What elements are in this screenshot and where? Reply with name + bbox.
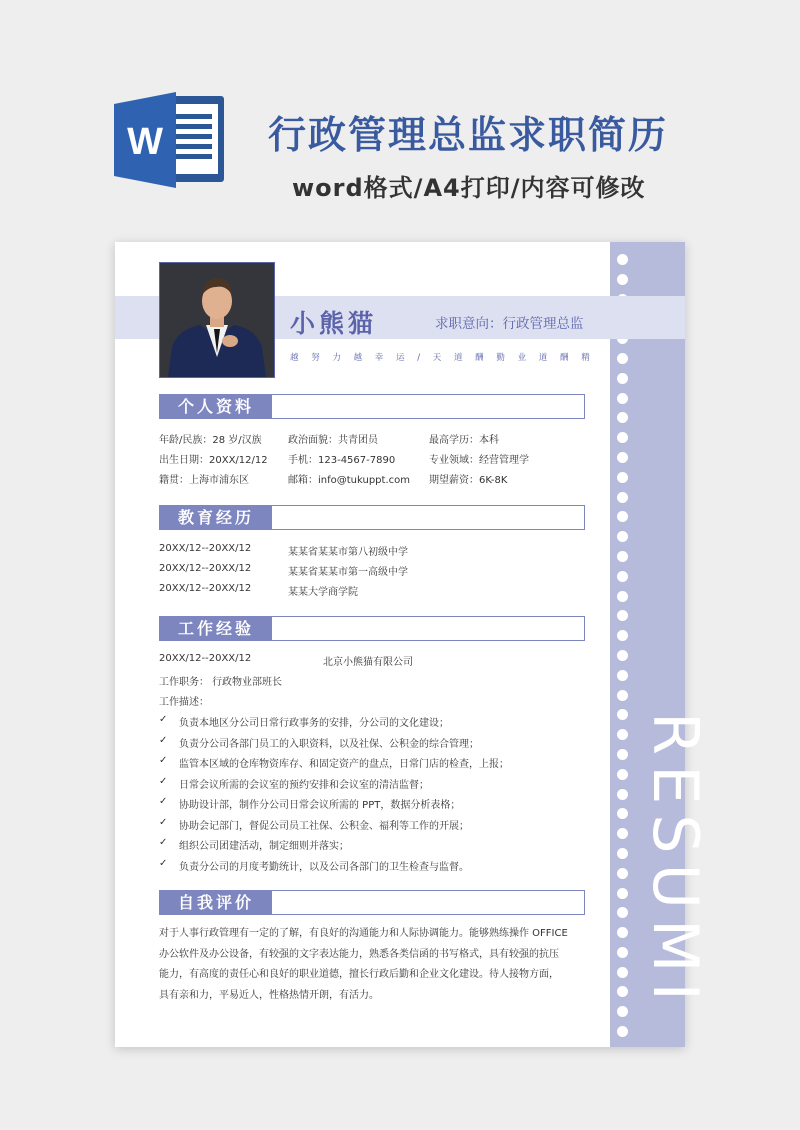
personal-field: 邮箱：info@tukuppt.com — [288, 475, 410, 486]
binding-hole — [617, 769, 628, 780]
motto: 越 努 力 越 幸 运 / 天 道 酬 勤 业 道 酬 精 — [290, 353, 595, 363]
binding-hole — [617, 511, 628, 522]
check-icon: ✓ — [159, 857, 168, 869]
binding-hole — [617, 749, 628, 760]
work-date: 20XX/12--20XX/12 — [159, 653, 252, 664]
work-desc-label: 工作描述： — [159, 697, 209, 708]
section-self-eval — [159, 890, 585, 915]
binding-hole — [617, 452, 628, 463]
binding-hole — [617, 888, 628, 899]
binding-hole — [617, 531, 628, 542]
binding-hole — [617, 373, 628, 384]
binding-hole — [617, 650, 628, 661]
binding-hole — [617, 472, 628, 483]
binding-hole — [617, 571, 628, 582]
binding-hole — [617, 1026, 628, 1037]
duty-item: 负责分公司各部门员工的入职资料，以及社保、公积金的综合管理； — [179, 738, 479, 750]
check-icon: ✓ — [159, 775, 168, 787]
section-education — [159, 505, 585, 530]
personal-field: 手机：123-4567-7890 — [288, 455, 396, 466]
edu-date: 20XX/12--20XX/12 — [159, 563, 252, 574]
duty-item: 监管本区域的仓库物资库存、和固定资产的盘点，日常门店的检查，上报； — [179, 759, 509, 770]
binding-hole — [617, 432, 628, 443]
binding-hole — [617, 789, 628, 800]
binding-hole — [617, 848, 628, 859]
binding-hole — [617, 492, 628, 503]
section-work — [159, 616, 585, 641]
job-intent: 求职意向：行政管理总监 — [435, 316, 584, 332]
duty-item: 组织公司团建活动，制定细则并落实； — [179, 841, 349, 852]
edu-date: 20XX/12--20XX/12 — [159, 543, 252, 554]
binding-hole — [617, 353, 628, 364]
binding-hole — [617, 412, 628, 423]
section-title: 教育经历 — [160, 506, 272, 529]
personal-field: 籍贯：上海市浦东区 — [159, 475, 249, 486]
page-subtitle: word格式/A4打印/内容可修改 — [292, 174, 646, 202]
binding-hole — [617, 729, 628, 740]
word-letter: W — [127, 121, 163, 163]
binding-hole — [617, 393, 628, 404]
binding-hole — [617, 551, 628, 562]
binding-hole — [617, 967, 628, 978]
binding-holes — [617, 254, 631, 1046]
binding-hole — [617, 947, 628, 958]
profile-photo — [159, 262, 275, 378]
work-company: 北京小熊猫有限公司 — [323, 657, 413, 668]
check-icon: ✓ — [159, 816, 168, 828]
binding-hole — [617, 808, 628, 819]
self-eval-line: 办公软件及办公设备，有较强的文字表达能力，熟悉各类信函的书写格式，具有较强的抗压 — [159, 948, 559, 960]
personal-field: 专业领域：经营管理学 — [429, 455, 529, 466]
binding-hole — [617, 274, 628, 285]
check-icon: ✓ — [159, 734, 168, 746]
check-icon: ✓ — [159, 755, 168, 766]
duty-item: 协助会记部门，督促公司员工社保、公积金、福利等工作的开展； — [179, 820, 469, 832]
binding-hole — [617, 868, 628, 879]
personal-field: 政治面貌：共青团员 — [288, 435, 378, 446]
check-icon: ✓ — [159, 837, 168, 848]
binding-hole — [617, 690, 628, 701]
section-personal — [159, 394, 585, 419]
binding-hole — [617, 610, 628, 621]
check-icon: ✓ — [159, 714, 168, 725]
self-eval-line: 具有亲和力，平易近人，性格热情开朗，有活力。 — [159, 989, 379, 1001]
self-eval-line: 对于人事行政管理有一定的了解，有良好的沟通能力和人际协调能力。能够熟练操作 OFFICE — [159, 928, 568, 939]
binding-hole — [617, 927, 628, 938]
binding-hole — [617, 986, 628, 997]
resume-page — [115, 242, 712, 1047]
check-icon: ✓ — [159, 796, 168, 807]
duty-item: 日常会议所需的会议室的预约安排和会议室的清洁监督； — [179, 779, 429, 791]
duty-item: 负责本地区分公司日常行政事务的安排，分公司的文化建设； — [179, 718, 449, 729]
resume-side-word: RESUMI — [639, 712, 712, 1011]
binding-hole — [617, 828, 628, 839]
binding-hole — [617, 907, 628, 918]
personal-field: 年龄/民族：28 岁/汉族 — [159, 435, 262, 446]
self-eval-paragraph — [159, 924, 589, 1006]
section-title: 个人资料 — [160, 395, 272, 418]
binding-hole — [617, 630, 628, 641]
personal-field: 最高学历：本科 — [429, 435, 499, 446]
candidate-name: 小熊猫 — [290, 309, 378, 338]
binding-hole — [617, 591, 628, 602]
word-document-icon — [110, 90, 230, 190]
work-position: 行政物业部班长 — [212, 677, 282, 688]
edu-school: 某某大学商学院 — [288, 587, 358, 598]
self-eval-line: 能力，有高度的责任心和良好的职业道德，擅长行政后勤和企业文化建设。待人接物方面， — [159, 969, 559, 980]
edu-school: 某某省某某市第八初级中学 — [288, 547, 408, 558]
section-title: 自我评价 — [160, 891, 272, 914]
personal-field: 期望薪资：6K-8K — [429, 475, 508, 486]
edu-school: 某某省某某市第一高级中学 — [288, 567, 408, 578]
binding-hole — [617, 709, 628, 720]
binding-hole — [617, 1006, 628, 1017]
duty-item: 协助设计部，制作分公司日常会议所需的 PPT，数据分析表格； — [179, 800, 461, 811]
section-title: 工作经验 — [160, 617, 272, 640]
binding-hole — [617, 254, 628, 265]
page-title: 行政管理总监求职简历 — [268, 113, 669, 157]
personal-field: 出生日期：20XX/12/12 — [159, 455, 268, 466]
duty-item: 负责分公司的月度考勤统计，以及公司各部门的卫生检查与监督。 — [179, 861, 469, 873]
work-position-label: 工作职务： — [159, 677, 209, 688]
edu-date: 20XX/12--20XX/12 — [159, 583, 252, 594]
binding-hole — [617, 670, 628, 681]
